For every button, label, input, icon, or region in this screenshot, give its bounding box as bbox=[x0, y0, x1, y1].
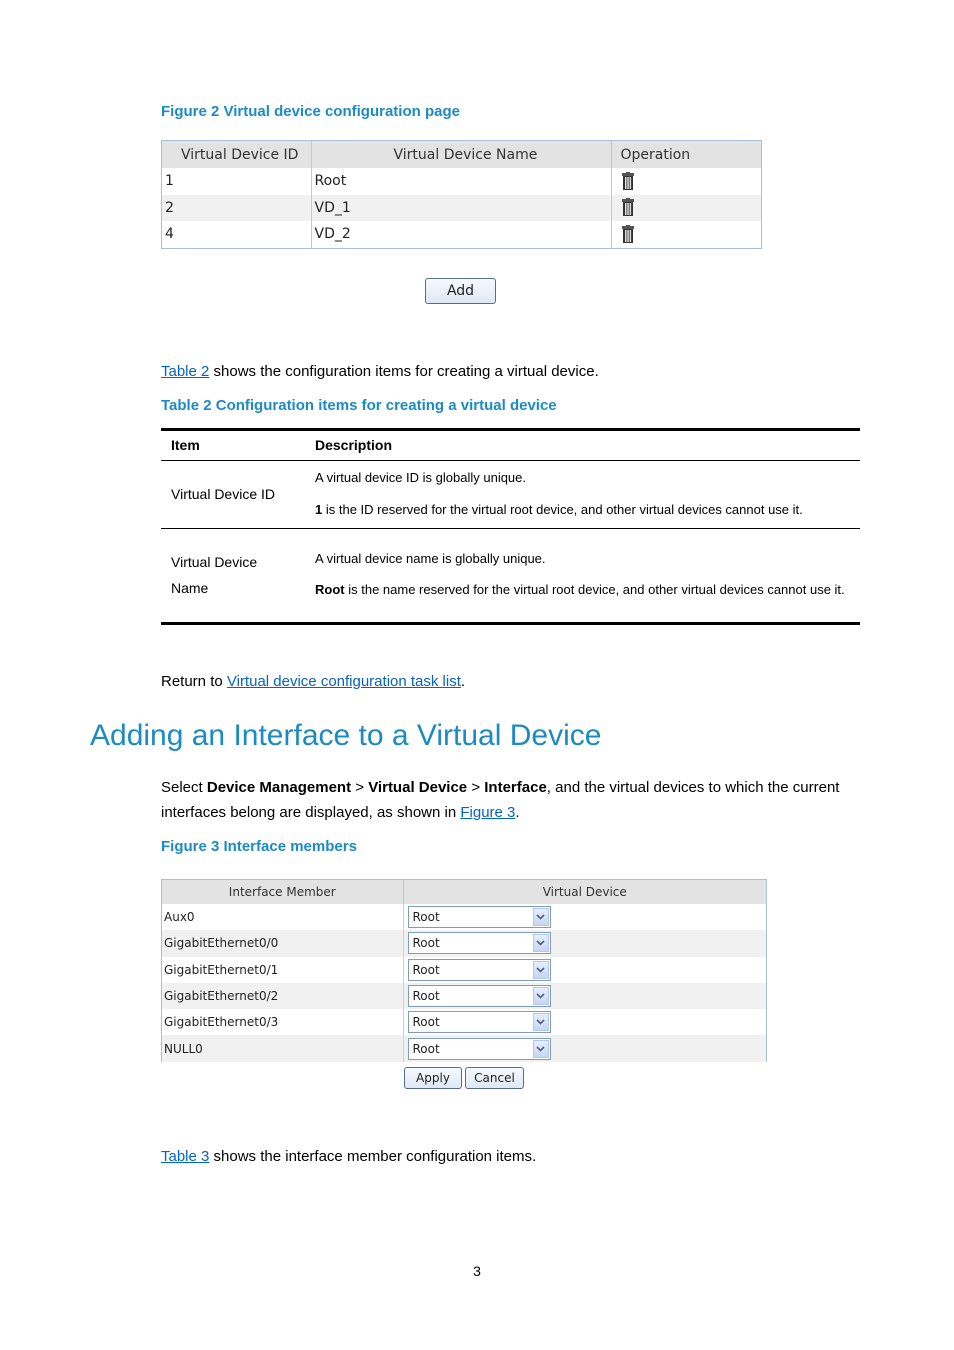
vd-id-cell: 4 bbox=[162, 221, 311, 248]
paragraph-return bbox=[161, 669, 465, 694]
chevron-down-icon[interactable] bbox=[533, 1013, 549, 1031]
table-row bbox=[162, 168, 761, 195]
select-value: Root bbox=[412, 962, 440, 977]
virtual-device-table bbox=[161, 140, 762, 249]
virtual-device-select[interactable] bbox=[408, 1038, 551, 1060]
delete-icon[interactable] bbox=[621, 225, 635, 244]
description-cell bbox=[307, 528, 860, 622]
table-row bbox=[162, 930, 766, 956]
table-row bbox=[161, 460, 860, 528]
bold-term: Root bbox=[315, 581, 345, 597]
menu-path-term: Interface bbox=[484, 779, 547, 796]
table-row bbox=[161, 528, 860, 622]
table-row bbox=[162, 904, 766, 930]
operation-cell bbox=[611, 221, 761, 248]
paragraph-text: > bbox=[351, 779, 369, 796]
interface-cell: NULL0 bbox=[162, 1035, 403, 1061]
paragraph-table2-intro bbox=[161, 359, 599, 384]
table-row bbox=[162, 1035, 766, 1061]
menu-path-term: Virtual Device bbox=[368, 779, 468, 796]
interface-cell: GigabitEthernet0/2 bbox=[162, 983, 403, 1009]
virtual-device-select[interactable] bbox=[408, 959, 551, 981]
interface-members-table bbox=[161, 879, 767, 1062]
task-list-link[interactable]: Virtual device configuration task list bbox=[226, 673, 461, 690]
delete-icon[interactable] bbox=[621, 198, 635, 217]
page-number: 3 bbox=[473, 1263, 481, 1279]
col-header-description: Description bbox=[307, 431, 860, 460]
item-cell: Virtual Device ID bbox=[161, 460, 307, 528]
virtual-device-select[interactable] bbox=[408, 906, 551, 928]
paragraph-text: Return to bbox=[161, 673, 227, 690]
add-button[interactable]: Add bbox=[425, 278, 496, 304]
virtual-device-select[interactable] bbox=[408, 985, 551, 1007]
col-header-virtual-device-id: Virtual Device ID bbox=[162, 141, 311, 168]
col-header-virtual-device: Virtual Device bbox=[403, 880, 766, 904]
vd-name-cell: VD_1 bbox=[311, 195, 611, 222]
paragraph-text: shows the interface member configuration items. bbox=[209, 1148, 537, 1165]
col-header-operation: Operation bbox=[611, 141, 761, 168]
vd-name-cell: Root bbox=[311, 168, 611, 195]
table-row bbox=[162, 957, 766, 983]
table-row bbox=[162, 221, 761, 248]
interface-cell: GigabitEthernet0/1 bbox=[162, 957, 403, 983]
operation-cell bbox=[611, 195, 761, 222]
description-line: A virtual device ID is globally unique. bbox=[315, 470, 527, 485]
bold-term: 1 bbox=[315, 502, 323, 517]
table-row bbox=[162, 195, 761, 222]
chevron-down-icon[interactable] bbox=[533, 987, 549, 1005]
cancel-button[interactable]: Cancel bbox=[465, 1067, 524, 1089]
virtual-device-select[interactable] bbox=[408, 932, 551, 954]
chevron-down-icon[interactable] bbox=[533, 908, 549, 926]
paragraph-text: > bbox=[467, 779, 485, 796]
table-2-link[interactable]: Table 2 bbox=[161, 363, 210, 380]
item-text: Virtual Device bbox=[171, 554, 258, 571]
figure-3-caption: Figure 3 Interface members bbox=[161, 838, 357, 855]
apply-button[interactable]: Apply bbox=[404, 1067, 462, 1089]
item-text: Name bbox=[171, 580, 209, 597]
interface-cell: GigabitEthernet0/0 bbox=[162, 930, 403, 956]
chevron-down-icon[interactable] bbox=[533, 961, 549, 979]
chevron-down-icon[interactable] bbox=[533, 934, 549, 952]
chevron-down-icon[interactable] bbox=[533, 1040, 549, 1058]
virtual-device-cell bbox=[403, 904, 766, 930]
select-value: Root bbox=[412, 989, 440, 1004]
vd-name-cell: VD_2 bbox=[311, 221, 611, 248]
paragraph-table3-intro bbox=[161, 1144, 536, 1169]
delete-icon[interactable] bbox=[621, 172, 635, 191]
col-header-interface-member: Interface Member bbox=[162, 880, 403, 904]
operation-cell bbox=[611, 168, 761, 195]
figure-2-caption: Figure 2 Virtual device configuration page bbox=[161, 103, 460, 120]
paragraph-text: Select bbox=[161, 779, 207, 796]
virtual-device-select[interactable] bbox=[408, 1011, 551, 1033]
vd-id-cell: 1 bbox=[162, 168, 311, 195]
virtual-device-cell bbox=[403, 957, 766, 983]
col-header-item: Item bbox=[161, 431, 307, 460]
table-row bbox=[162, 983, 766, 1009]
select-value: Root bbox=[412, 936, 440, 951]
table-2-caption: Table 2 Configuration items for creating a virtual device bbox=[161, 397, 557, 414]
virtual-device-cell bbox=[403, 1009, 766, 1035]
paragraph-text: . bbox=[460, 673, 466, 690]
menu-path-term: Device Management bbox=[206, 779, 352, 796]
paragraph-text: shows the configuration items for creating a virtual device. bbox=[209, 363, 599, 380]
col-header-virtual-device-name: Virtual Device Name bbox=[311, 141, 611, 168]
paragraph-select-instructions bbox=[161, 775, 866, 825]
table-header-row bbox=[162, 880, 766, 904]
description-line bbox=[315, 577, 854, 602]
description-line bbox=[315, 500, 860, 520]
table-header-row bbox=[162, 141, 761, 168]
description-cell bbox=[307, 460, 860, 528]
select-value: Root bbox=[412, 1015, 440, 1030]
vd-id-cell: 2 bbox=[162, 195, 311, 222]
virtual-device-cell bbox=[403, 930, 766, 956]
virtual-device-cell bbox=[403, 983, 766, 1009]
select-value: Root bbox=[412, 910, 440, 925]
section-heading: Adding an Interface to a Virtual Device bbox=[90, 719, 602, 752]
paragraph-text: , and the virtual devices to which the current interfaces belong are displayed, as shown in bbox=[161, 779, 840, 821]
table-row bbox=[162, 1009, 766, 1035]
description-line: A virtual device name is globally unique. bbox=[315, 550, 546, 566]
description-text: is the ID reserved for the virtual root device, and other virtual devices cannot use it. bbox=[322, 502, 803, 517]
select-value: Root bbox=[412, 1041, 440, 1056]
table-3-link[interactable]: Table 3 bbox=[161, 1148, 210, 1165]
interface-cell: GigabitEthernet0/3 bbox=[162, 1009, 403, 1035]
virtual-device-cell bbox=[403, 1035, 766, 1061]
table-header-row bbox=[161, 431, 860, 460]
paragraph-text: . bbox=[515, 804, 520, 821]
interface-cell: Aux0 bbox=[162, 904, 403, 930]
item-cell bbox=[161, 528, 307, 622]
figure-3-link[interactable]: Figure 3 bbox=[460, 804, 516, 821]
description-text: is the name reserved for the virtual root device, and other virtual devices cannot use it. bbox=[344, 581, 845, 597]
config-items-table bbox=[161, 428, 860, 625]
